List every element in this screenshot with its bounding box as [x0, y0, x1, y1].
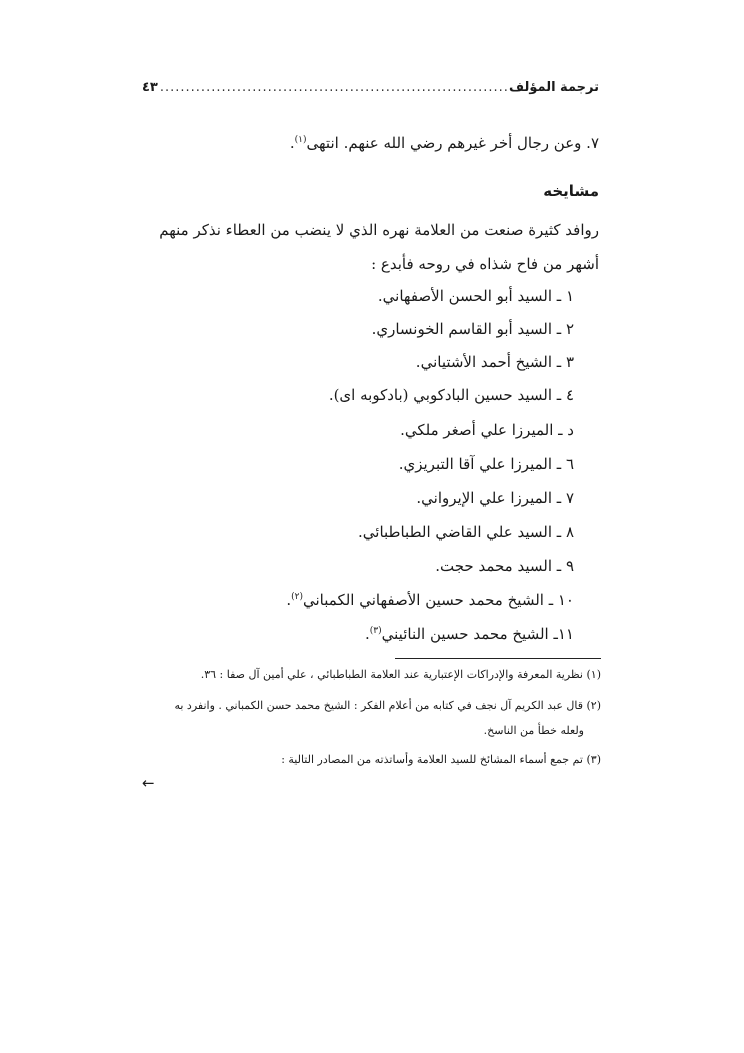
intro-line: [290, 132, 599, 154]
list-item-text: ١٠ ـ الشيخ محمد حسين الأصفهاني الكمباني: [303, 591, 574, 609]
paragraph-line-2: أشهر من فاح شذاه في روحه فأبدع :: [371, 255, 599, 273]
list-item: ٦ ـ الميرزا علي آقا التبريزي.: [398, 455, 574, 473]
page-number: ٤٣: [142, 79, 158, 95]
list-item: ٧ ـ الميرزا علي الإيرواني.: [416, 489, 574, 507]
footnote-ref-2: (٢): [291, 592, 303, 602]
list-item: ٩ ـ السيد محمد حجت.: [435, 557, 574, 575]
footnote-ref-1: (١): [294, 135, 307, 145]
list-item: [365, 623, 574, 645]
section-heading: مشايخه: [543, 182, 599, 200]
list-item: ١ ـ السيد أبو الحسن الأصفهاني.: [377, 287, 574, 305]
leader-dots: [160, 80, 507, 95]
footnote-3: (٣) تم جمع أسماء المشائخ للسيد العلامة وأساتذته من المصادر التالية :: [281, 753, 601, 766]
list-item-text: ١١ـ الشيخ محمد حسين النائيني: [381, 625, 574, 643]
continue-arrow-icon: ←: [142, 774, 155, 792]
footnote-2: (٢) قال عبد الكريم آل نجف في كتابه من أعلام الفكر : الشيخ محمد حسن الكمباني . وانفرد به: [174, 699, 601, 712]
footnote-1: (١) نظرية المعرفة والإدراكات الإعتبارية عند العلامة الطباطبائي ، علي أمين آل صفا : ٣٦.: [200, 668, 601, 681]
footnote-2-continued: ولعله خطأ من الناسخ.: [483, 724, 584, 737]
footnote-divider: [395, 658, 601, 659]
list-item-end: .: [286, 591, 292, 609]
list-item: ٢ ـ السيد أبو القاسم الخونساري.: [371, 320, 574, 338]
list-item: د ـ الميرزا علي أصغر ملكي.: [400, 421, 574, 439]
running-title: ترجمة المؤلف: [508, 79, 599, 95]
intro-line-text: ٧. وعن رجال أخر غيرهم رضي الله عنهم. انتهى: [306, 134, 599, 152]
list-item: ٤ ـ السيد حسين البادكوبي (بادكوبه اى).: [328, 386, 574, 404]
running-header: [142, 76, 599, 98]
list-item-end: .: [364, 625, 370, 643]
footnote-ref-3: (٣): [369, 626, 382, 636]
list-item: ٣ ـ الشيخ أحمد الأشتياني.: [415, 353, 574, 371]
list-item: [286, 589, 574, 611]
list-item: ٨ ـ السيد علي القاضي الطباطبائي.: [358, 523, 574, 541]
paragraph-line-1: روافد كثيرة صنعت من العلامة نهره الذي لا ينضب من العطاء نذكر منهم: [159, 221, 599, 239]
intro-line-end: .: [289, 134, 295, 152]
